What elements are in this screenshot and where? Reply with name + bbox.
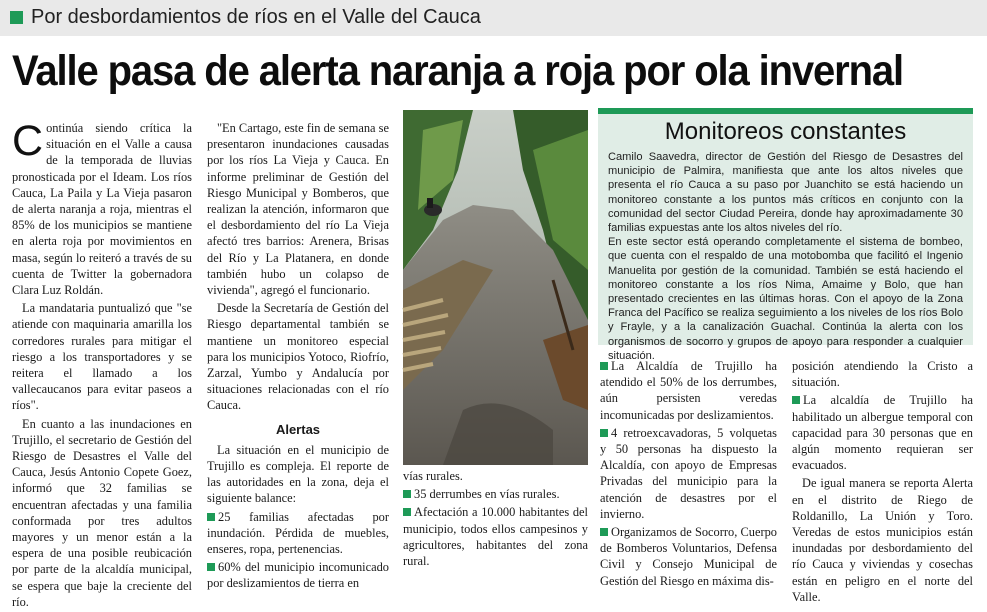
article-column-1 [12,117,192,612]
headline: Valle pasa de alerta naranja a roja por ola invernal [12,47,904,95]
article-column-2 [207,120,389,594]
bullet-square-icon [207,513,215,521]
kicker-text: Por desbordamientos de ríos en el Valle del Cauca [31,6,481,28]
paragraph: posición atendiendo la Cristo a situación. [792,359,973,390]
article-column-5 [792,358,973,607]
article-column-4 [600,358,777,591]
bullet-text: La alcaldía de Trujillo ha habilitado un albergue temporal con capacidad para 30 personas que en algún momento requieran ser evacuados. [792,393,973,473]
bullet-square-icon [600,362,608,370]
bullet-square-icon [792,396,800,404]
dropcap: C [12,117,44,165]
paragraph [12,117,192,298]
bullet-text: La Alcaldía de Trujillo ha atendido el 50% de los derrumbes, aún persisten veredas incomunicadas por deslizamientos. [600,359,777,422]
bullet-item [207,509,389,558]
paragraph-text: ontinúa siendo crítica la situación en el Valle a causa de la temporada de lluvias pronosticada por el Ideam. Los ríos Cauca, La Paila y La Vieja pasaron de alerta naranja a roja, mientras el 85% de los municipios se mantiene en alerta roja por movimientos en masa, según lo reiteró a través de su cuenta de Twitter la gobernadora Clara Luz Roldán. [12,121,192,298]
bullet-item [403,486,588,502]
bullet-text: Organizamos de Socorro, Cuerpo de Bomberos Voluntarios, Defensa Civil y Consejo Municipal de Gestión del Riesgo en máxima dis- [600,525,777,588]
flood-landslide-photo [403,110,588,465]
kicker-bar [0,0,987,36]
bullet-square-icon [600,528,608,536]
bullet-item [403,504,588,569]
bullet-item [600,358,777,423]
paragraph: vías rurales. [403,469,463,483]
sidebar-box [598,108,973,362]
paragraph: La situación en el municipio de Trujillo es compleja. El reporte de las autoridades en la zona, deja el siguiente balance: [207,442,389,506]
photo-illustration [403,110,588,465]
bullet-item [207,559,389,591]
sidebar-paragraph: En este sector está operando completamente el sistema de bombeo, que cuenta con el respaldo de una motobomba que facilitó el Ingenio Manuelita por gestión de la comunidad. También se está haciendo el monitoreo constante a los ríos Nima, Amaime y Bolo, que han presentado crecientes en las últimas horas. Con el apoyo de la Zona Franca del Pacífico se realiza seguimiento a los niveles de los ríos Bolo y Frayle, y a la canalización Guachal. Continúa la alerta con los organismos de socorro y grupos de apoyo para responder a cualquier situación. [608,236,963,362]
paragraph: De igual manera se reporta Alerta en el distrito de Riego de Roldanillo, La Unión y Toro. Veredas de estos municipios están inundadas por desbordamiento del río Cauca y viviendas y cosechas están en peligro en el norte del Valle. [792,476,973,604]
kicker-square-icon [10,11,23,24]
bullet-square-icon [403,490,411,498]
sidebar-paragraph: Camilo Saavedra, director de Gestión del Riesgo de Desastres del municipio de Palmira, manifiesta que ante los altos niveles que presenta el río Cauca a su paso por Juanchito se está haciendo un monitoreo constante a los puntos más críticos en conjunto con la comunidad del sector Ciudad Pereira, donde hay aproximadamente 30 familias expuestas ante los altos niveles del río. [608,151,963,235]
bullet-text: 60% del municipio incomunicado por deslizamientos de tierra en [207,560,389,591]
bullet-square-icon [600,429,608,437]
paragraph: La mandataria puntualizó que "se atiende con maquinaria amarilla los corredores rurales para mitigar el riesgo a los transportadores y se reitera el llamado a los vallecaucanos para evitar paseos a ríos". [12,301,192,413]
article-column-3 [403,468,588,571]
paragraph: Desde la Secretaría de Gestión del Riesgo departamental también se mantiene un monitoreo especial para los municipios Yotoco, Riofrío, Zarzal, Yumbo y Andalucía por situaciones relacionadas con el río Cauca. [207,301,389,413]
subheading: Alertas [275,421,321,437]
bullet-text: 35 derrumbes en vías rurales. [414,487,560,502]
bullet-item [792,392,973,473]
paragraph: En cuanto a las inundaciones en Trujillo, el secretario de Gestión del Riesgo de Desastres el Valle del Cauca, Jesús Antonio Copete Goez, informó que 32 familias se encuentran afectadas y una familia conformada por tres adultos mayores y un menor están a la espera de una posible reubicación por parte de la alcaldía municipal, se espera que baje la creciente del río. [12,416,192,609]
bullet-item [600,524,777,589]
bullet-square-icon [403,508,411,516]
bullet-square-icon [207,563,215,571]
bullet-text: Afectación a 10.000 habitantes del municipio, todos ellos campesinos y agricultores, habitantes del zona rural. [403,505,588,569]
bullet-text: 4 retroexcavadoras, 5 volquetas y 50 personas ha dispuesto la Alcaldía, con apoyo de Empresas Privadas del municipio para la atención de desastres por el invierno. [600,425,777,521]
sidebar-body [598,147,973,363]
bullet-text: 25 familias afectadas por inundación. Pérdida de muebles, enseres, ropa, pertenencias. [207,509,389,557]
bullet-item [600,425,777,522]
paragraph: "En Cartago, este fin de semana se presentaron inundaciones causadas por los ríos La Vieja y Cauca. En informe preliminar de Gestión del Riesgo Municipal y Bomberos, que realizan la atención, informaron que el desbordamiento del río La Vieja afectó tres barrios: Arenera, Brisas del Río y La Platanera, en donde también hubo un colapso de vivienda", agregó el funcionario. [207,121,389,298]
sidebar-title: Monitoreos constantes [664,118,907,145]
